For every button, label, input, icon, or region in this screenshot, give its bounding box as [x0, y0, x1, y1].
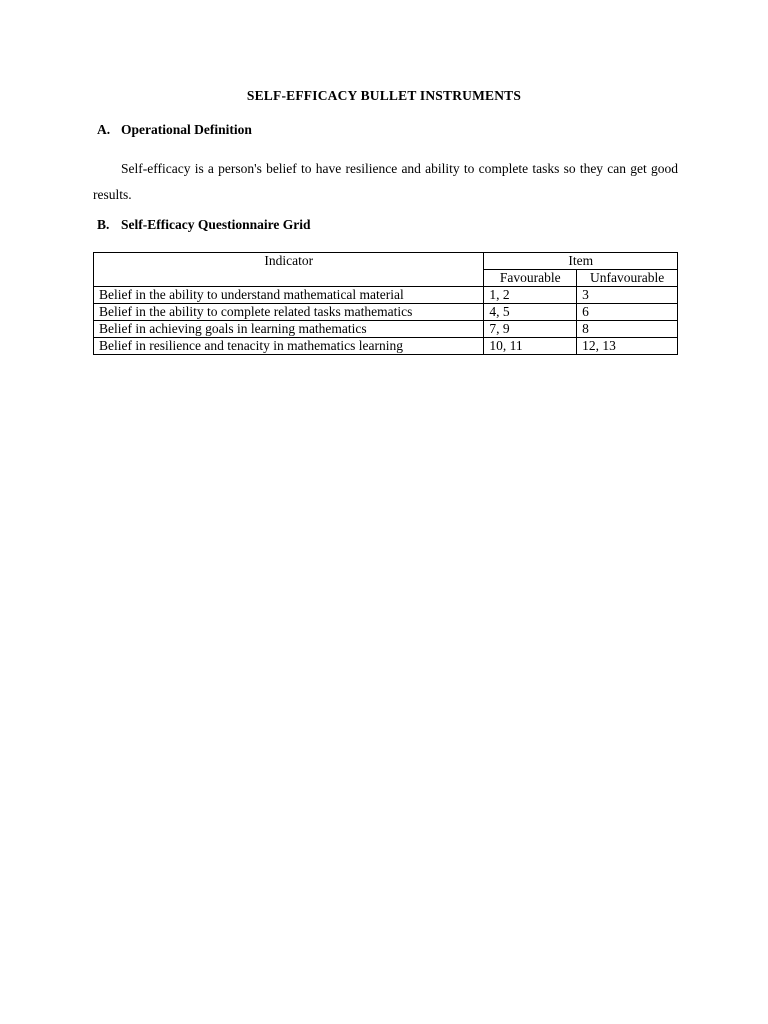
document-title: SELF-EFFICACY BULLET INSTRUMENTS	[246, 88, 522, 103]
indicator-cell: Belief in the ability to complete related tasks mathematics	[94, 304, 484, 321]
questionnaire-grid-table	[93, 252, 678, 355]
section-b-heading	[97, 217, 310, 233]
table-row	[94, 338, 678, 355]
header-item: Item	[484, 253, 678, 270]
section-a-letter: A.	[97, 122, 111, 137]
unfavourable-cell: 3	[577, 287, 678, 304]
header-unfavourable: Unfavourable	[577, 270, 678, 287]
table-row	[94, 304, 678, 321]
section-b-title: Self-Efficacy Questionnaire Grid	[121, 217, 311, 232]
unfavourable-cell: 12, 13	[577, 338, 678, 355]
favourable-cell: 7, 9	[484, 321, 577, 338]
indicator-cell: Belief in the ability to understand mathematical material	[94, 287, 484, 304]
section-a-heading	[97, 122, 252, 138]
unfavourable-cell: 8	[577, 321, 678, 338]
favourable-cell: 1, 2	[484, 287, 577, 304]
indicator-cell: Belief in achieving goals in learning mathematics	[94, 321, 484, 338]
favourable-cell: 10, 11	[484, 338, 577, 355]
section-a-title: Operational Definition	[121, 122, 252, 137]
unfavourable-cell: 6	[577, 304, 678, 321]
indicator-cell: Belief in resilience and tenacity in mathematics learning	[94, 338, 484, 355]
table-row	[94, 321, 678, 338]
section-b-letter: B.	[97, 217, 110, 232]
header-indicator: Indicator	[94, 253, 484, 287]
favourable-cell: 4, 5	[484, 304, 577, 321]
table-header-row	[94, 253, 678, 270]
operational-definition-paragraph: Self-efficacy is a person's belief to have resilience and ability to complete tasks so they can get good results.	[93, 161, 678, 202]
table-row	[94, 287, 678, 304]
header-favourable: Favourable	[484, 270, 577, 287]
